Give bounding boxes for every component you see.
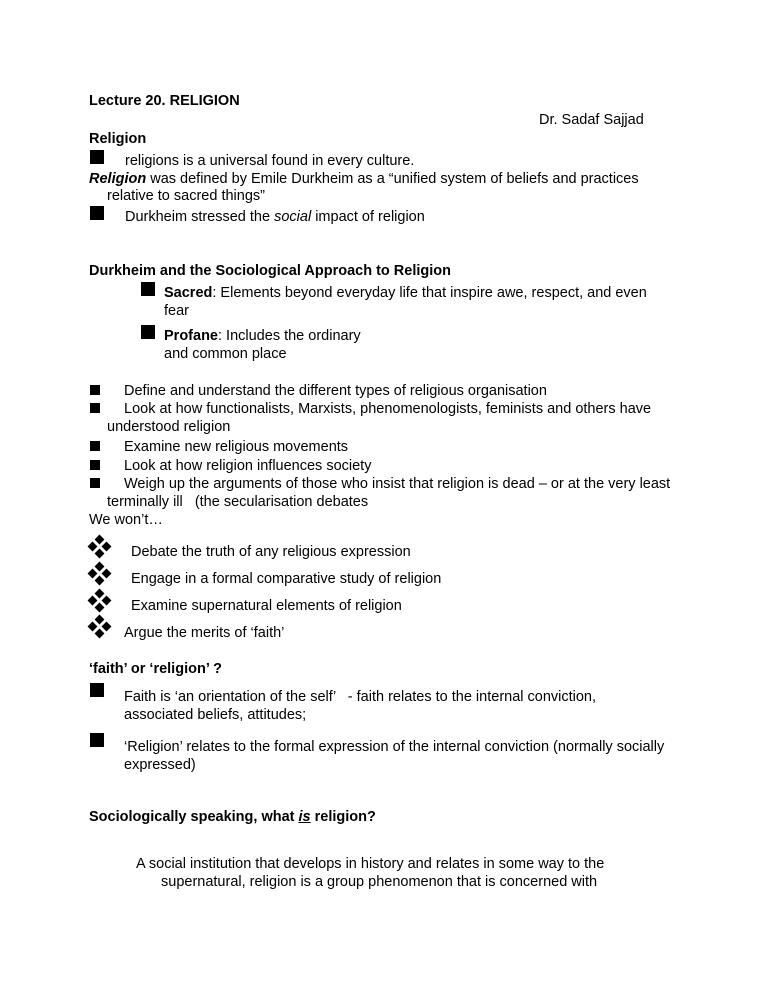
square-bullet-icon	[90, 403, 100, 413]
heading-text: Sociologically speaking, what	[89, 809, 299, 825]
diamond-bullet-icon	[89, 563, 111, 583]
list-item: Define and understand the different types of religious organisation	[124, 383, 547, 399]
definition-paragraph-cont: supernatural, religion is a group phenomenon that is concerned with	[161, 874, 598, 890]
heading-text: religion?	[310, 809, 376, 825]
wont-item: Engage in a formal comparative study of religion	[131, 571, 442, 587]
square-bullet-icon	[90, 441, 100, 451]
diamond-bullet-icon	[89, 616, 111, 636]
sacred-term: Sacred	[164, 285, 213, 301]
bullet-sacred	[164, 284, 647, 302]
bullet-sacred-cont: fear	[164, 303, 189, 319]
wont-item: Debate the truth of any religious expression	[131, 544, 411, 560]
bullet-profane	[164, 327, 361, 345]
bullet-universal: religions is a universal found in every culture.	[125, 153, 415, 169]
diamond-bullet-icon	[89, 536, 111, 556]
square-bullet-icon	[90, 385, 100, 395]
list-item-cont: understood religion	[107, 419, 231, 435]
profane-term: Profane	[164, 328, 218, 344]
list-item: Weigh up the arguments of those who insist that religion is dead – or at the very least	[124, 476, 671, 492]
sacred-text: : Elements beyond everyday life that inspire awe, respect, and even	[212, 285, 647, 301]
author-name: Dr. Sadaf Sajjad	[539, 112, 644, 128]
bullet-faith: Faith is ‘an orientation of the self’ - faith relates to the internal conviction,	[124, 689, 597, 705]
square-bullet-icon	[90, 206, 104, 220]
profane-text: : Includes the ordinary	[218, 328, 361, 344]
bullet-religion-cont: expressed)	[124, 757, 196, 773]
bullet-text: impact of religion	[311, 209, 425, 225]
list-item-cont: terminally ill (the secularisation debates	[107, 494, 369, 510]
list-item: Look at how religion influences society	[124, 458, 372, 474]
section-heading-religion: Religion	[89, 131, 147, 147]
bullet-text: Durkheim stressed the	[125, 209, 275, 225]
bullet-profane-cont: and common place	[164, 346, 287, 362]
diamond-bullet-icon	[89, 590, 111, 610]
square-bullet-icon	[90, 478, 100, 488]
square-bullet-icon	[141, 325, 155, 339]
square-bullet-icon	[90, 683, 104, 697]
square-bullet-icon	[90, 150, 104, 164]
definition-text: was defined by Emile Durkheim as a “unified system of beliefs and practices	[146, 171, 639, 187]
lecture-title: Lecture 20. RELIGION	[89, 93, 240, 109]
religion-definition-cont: relative to sacred things”	[107, 188, 265, 204]
square-bullet-icon	[90, 460, 100, 470]
list-item: Look at how functionalists, Marxists, phenomenologists, feminists and others have	[124, 401, 652, 417]
bullet-social-impact	[125, 208, 425, 226]
list-item: Examine new religious movements	[124, 439, 349, 455]
square-bullet-icon	[141, 282, 155, 296]
section-heading-faith: ‘faith’ or ‘religion’ ?	[89, 661, 222, 677]
bullet-religion: ‘Religion’ relates to the formal expression of the internal conviction (normally socially	[124, 739, 665, 755]
definition-paragraph: A social institution that develops in history and relates in some way to the	[136, 856, 605, 872]
section-heading-durkheim: Durkheim and the Sociological Approach to Religion	[89, 263, 451, 279]
religion-definition	[89, 170, 639, 188]
definition-term: Religion	[89, 171, 147, 187]
emphasis-social: social	[274, 209, 312, 225]
section-heading-sociologically	[89, 808, 376, 826]
wont-item: Argue the merits of ‘faith’	[124, 625, 285, 641]
square-bullet-icon	[90, 733, 104, 747]
wont-heading: We won’t…	[89, 512, 163, 528]
emphasis-is: is	[298, 809, 311, 825]
wont-item: Examine supernatural elements of religion	[131, 598, 402, 614]
bullet-faith-cont: associated beliefs, attitudes;	[124, 707, 307, 723]
